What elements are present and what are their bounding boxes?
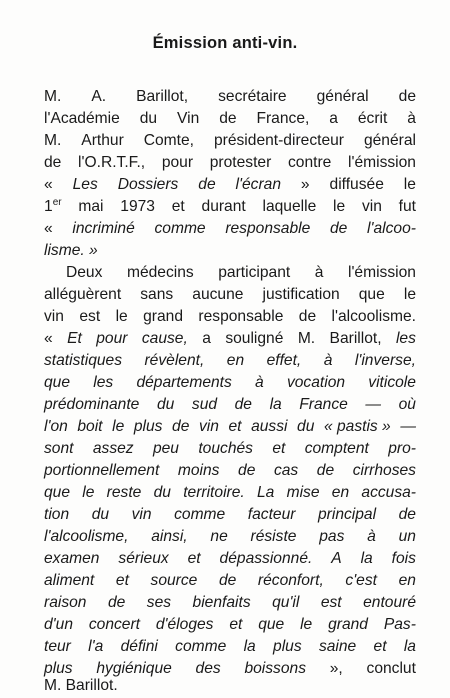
word: de bbox=[298, 308, 317, 325]
text-line bbox=[44, 526, 416, 548]
word: résiste bbox=[250, 528, 297, 545]
text-line bbox=[44, 306, 416, 328]
word: les bbox=[395, 330, 416, 347]
text-line bbox=[44, 174, 416, 196]
word: aliment bbox=[44, 572, 95, 589]
word: et bbox=[228, 418, 242, 435]
word: de bbox=[44, 154, 62, 171]
word: et bbox=[229, 616, 243, 633]
text-line: lisme. » bbox=[44, 242, 98, 259]
text-line bbox=[44, 108, 416, 130]
word: protester bbox=[209, 154, 272, 171]
word: portionnellement bbox=[44, 462, 160, 479]
text-line bbox=[44, 350, 416, 372]
text-line bbox=[44, 504, 416, 526]
word: grand bbox=[143, 308, 183, 325]
word: France bbox=[299, 396, 348, 413]
word: principal bbox=[318, 506, 377, 523]
word: M. bbox=[44, 132, 62, 149]
word: « pastis » bbox=[323, 418, 391, 435]
word: aussi bbox=[251, 418, 288, 435]
word: départements bbox=[136, 374, 232, 391]
word: fut bbox=[398, 198, 416, 215]
word: le bbox=[333, 198, 346, 215]
word: A. bbox=[91, 88, 107, 105]
text-line bbox=[44, 438, 416, 460]
word: facteur bbox=[247, 506, 296, 523]
word: médecins bbox=[126, 264, 194, 281]
word: l'émission bbox=[347, 264, 416, 281]
word: que bbox=[358, 286, 385, 303]
word: Barillot, bbox=[136, 88, 189, 105]
word: cause, bbox=[141, 330, 188, 347]
word: cas bbox=[273, 462, 299, 479]
word: où bbox=[398, 396, 416, 413]
word: le bbox=[403, 176, 416, 193]
word: en bbox=[226, 352, 245, 369]
word: durant bbox=[201, 198, 246, 215]
word: et bbox=[373, 638, 387, 655]
text-line bbox=[44, 592, 416, 614]
word: la bbox=[269, 396, 282, 413]
word: l'a bbox=[88, 638, 104, 655]
word: teur bbox=[44, 638, 71, 655]
word: l'alcoolisme, bbox=[44, 528, 129, 545]
word: et bbox=[115, 572, 129, 589]
text-line bbox=[44, 372, 416, 394]
word: général bbox=[316, 88, 369, 105]
word: l'inverse, bbox=[354, 352, 416, 369]
word: concert bbox=[88, 616, 140, 633]
word: Les bbox=[72, 176, 98, 193]
ordinal-suffix: er bbox=[52, 196, 62, 208]
word: écrit bbox=[357, 110, 388, 127]
word: pas bbox=[319, 528, 345, 545]
word: l'on bbox=[44, 418, 68, 435]
text-line bbox=[44, 570, 416, 592]
word: « bbox=[44, 220, 53, 237]
word: entouré bbox=[363, 594, 416, 611]
word: souligné bbox=[225, 330, 284, 347]
word: comme bbox=[154, 220, 206, 237]
text-line bbox=[44, 548, 416, 570]
word: à bbox=[367, 528, 376, 545]
word: révèlent, bbox=[144, 352, 205, 369]
word: participant bbox=[218, 264, 291, 281]
word: La bbox=[256, 484, 275, 501]
word: le bbox=[82, 484, 95, 501]
word: vin bbox=[198, 418, 219, 435]
word: l'Académie bbox=[44, 110, 120, 127]
word: d'un bbox=[44, 616, 73, 633]
word: de bbox=[329, 220, 348, 237]
word: l'émission bbox=[348, 154, 416, 171]
word: que bbox=[44, 374, 71, 391]
word: sans bbox=[140, 286, 174, 303]
word: comptent bbox=[304, 440, 369, 457]
word: effet, bbox=[266, 352, 302, 369]
word: le bbox=[112, 418, 125, 435]
word: du bbox=[153, 484, 171, 501]
word: de bbox=[172, 418, 190, 435]
word: examen bbox=[44, 550, 100, 567]
word: boit bbox=[77, 418, 103, 435]
ordinal-number: 1 bbox=[44, 198, 53, 215]
word: à bbox=[323, 352, 333, 369]
text-line bbox=[44, 394, 416, 416]
word: est bbox=[79, 308, 101, 325]
word: mise bbox=[286, 484, 320, 501]
word: de bbox=[238, 462, 256, 479]
word: un bbox=[398, 528, 416, 545]
word: », bbox=[329, 660, 343, 677]
word: président-directeur bbox=[213, 132, 344, 149]
word: et bbox=[272, 440, 286, 457]
word: Et bbox=[67, 330, 82, 347]
word: Comte, bbox=[143, 132, 194, 149]
word bbox=[44, 196, 62, 218]
word: l'alcoolisme. bbox=[331, 308, 416, 325]
word: l'O.R.T.F., bbox=[78, 154, 146, 171]
word: « bbox=[44, 330, 53, 347]
word: en bbox=[331, 484, 350, 501]
word: peu bbox=[152, 440, 179, 457]
word: diffusée bbox=[329, 176, 384, 193]
text-line bbox=[44, 460, 416, 482]
word: d'éloges bbox=[155, 616, 214, 633]
word: reste bbox=[106, 484, 142, 501]
word: le bbox=[300, 616, 313, 633]
word: comme bbox=[174, 506, 226, 523]
text-line bbox=[44, 636, 416, 658]
word: boissons bbox=[244, 660, 306, 677]
word: Deux bbox=[66, 264, 103, 281]
word: mai bbox=[78, 198, 104, 215]
word: raison bbox=[44, 594, 87, 611]
word: — bbox=[400, 418, 416, 435]
word: à bbox=[314, 264, 324, 281]
word: a bbox=[202, 330, 211, 347]
word: territoire. bbox=[183, 484, 245, 501]
word: plus bbox=[133, 418, 163, 435]
word: et bbox=[187, 550, 201, 567]
word: vin bbox=[44, 308, 64, 325]
word: cirrhoses bbox=[352, 462, 416, 479]
word: tion bbox=[44, 506, 70, 523]
word: prédominante bbox=[44, 396, 140, 413]
word: la bbox=[243, 638, 256, 655]
word: du bbox=[91, 506, 110, 523]
word: Dossiers bbox=[117, 176, 179, 193]
word: vin bbox=[361, 198, 382, 215]
word: de bbox=[398, 88, 416, 105]
word: à bbox=[255, 374, 264, 391]
word: Barillot, bbox=[329, 330, 382, 347]
word: statistiques bbox=[44, 352, 123, 369]
word: pour bbox=[161, 154, 194, 171]
word: qu'il bbox=[272, 594, 300, 611]
text-line bbox=[44, 284, 416, 306]
word: en bbox=[398, 572, 416, 589]
word: justification bbox=[262, 286, 340, 303]
word: pour bbox=[96, 330, 128, 347]
word: de bbox=[107, 594, 126, 611]
word: accusa- bbox=[361, 484, 416, 501]
text-line bbox=[66, 262, 416, 284]
word: source bbox=[150, 572, 198, 589]
word: et bbox=[171, 198, 185, 215]
text-line bbox=[44, 482, 416, 504]
word: Arthur bbox=[81, 132, 124, 149]
text-line bbox=[44, 614, 416, 636]
word: l'alcoo- bbox=[367, 220, 416, 237]
text-line bbox=[44, 86, 416, 108]
word: réconfort, bbox=[257, 572, 324, 589]
word: du bbox=[139, 110, 158, 127]
word: plus bbox=[273, 638, 302, 655]
word: du bbox=[297, 418, 315, 435]
word: ainsi, bbox=[151, 528, 188, 545]
word: alléguèrent bbox=[44, 286, 122, 303]
word: de bbox=[198, 176, 216, 193]
word: M. bbox=[44, 88, 62, 105]
word: sérieux bbox=[118, 550, 169, 567]
word: des bbox=[195, 660, 221, 677]
word: secrétaire bbox=[218, 88, 287, 105]
word: hygiénique bbox=[96, 660, 172, 677]
text-line bbox=[44, 218, 416, 240]
word: ses bbox=[146, 594, 172, 611]
word: vocation bbox=[286, 374, 346, 391]
word: est bbox=[320, 594, 342, 611]
word: de bbox=[234, 396, 252, 413]
word: saine bbox=[318, 638, 357, 655]
word: que bbox=[258, 616, 285, 633]
word: de bbox=[219, 110, 237, 127]
text-line bbox=[44, 196, 416, 218]
word: responsable bbox=[225, 220, 311, 237]
word: du bbox=[156, 396, 175, 413]
word: général bbox=[363, 132, 416, 149]
word: a bbox=[329, 110, 338, 127]
word: touchés bbox=[198, 440, 253, 457]
word: le bbox=[403, 286, 416, 303]
word: laquelle bbox=[262, 198, 317, 215]
word: de bbox=[218, 572, 237, 589]
word: aucune bbox=[192, 286, 244, 303]
word: de bbox=[398, 506, 416, 523]
word: contre bbox=[287, 154, 332, 171]
word: M. bbox=[297, 330, 316, 347]
word: responsable bbox=[198, 308, 284, 325]
word: sud bbox=[191, 396, 218, 413]
word: l'écran bbox=[235, 176, 281, 193]
word: Vin bbox=[177, 110, 200, 127]
word: — bbox=[365, 396, 381, 413]
word: c'est bbox=[345, 572, 377, 589]
word: la bbox=[360, 550, 373, 567]
text-line: M. Barillot. bbox=[44, 677, 118, 694]
word: vin bbox=[131, 506, 152, 523]
word: de bbox=[316, 462, 335, 479]
word: la bbox=[403, 638, 416, 655]
word: incriminé bbox=[72, 220, 135, 237]
word: assez bbox=[92, 440, 134, 457]
word: plus bbox=[44, 660, 73, 677]
text-line bbox=[44, 328, 416, 350]
article-title: Émission anti-vin. bbox=[152, 34, 298, 52]
word: France, bbox=[256, 110, 310, 127]
word: ne bbox=[210, 528, 228, 545]
word: 1973 bbox=[120, 198, 155, 215]
word: » bbox=[300, 176, 310, 193]
word: les bbox=[93, 374, 114, 391]
word: grand bbox=[328, 616, 368, 633]
word: défini bbox=[120, 638, 158, 655]
word: pro- bbox=[388, 440, 416, 457]
word: conclut bbox=[366, 660, 416, 677]
word: dépassionné. bbox=[219, 550, 313, 567]
word: le bbox=[115, 308, 128, 325]
text-line bbox=[44, 416, 416, 438]
word: que bbox=[44, 484, 71, 501]
word: viticole bbox=[368, 374, 416, 391]
text-line bbox=[44, 152, 416, 174]
word: moins bbox=[177, 462, 220, 479]
word: bienfaits bbox=[192, 594, 251, 611]
word: « bbox=[44, 176, 53, 193]
text-line bbox=[44, 130, 416, 152]
word: Pas- bbox=[383, 616, 416, 633]
word: à bbox=[407, 110, 416, 127]
word: comme bbox=[175, 638, 227, 655]
word: A bbox=[331, 550, 342, 567]
word: fois bbox=[391, 550, 416, 567]
word: sont bbox=[44, 440, 74, 457]
